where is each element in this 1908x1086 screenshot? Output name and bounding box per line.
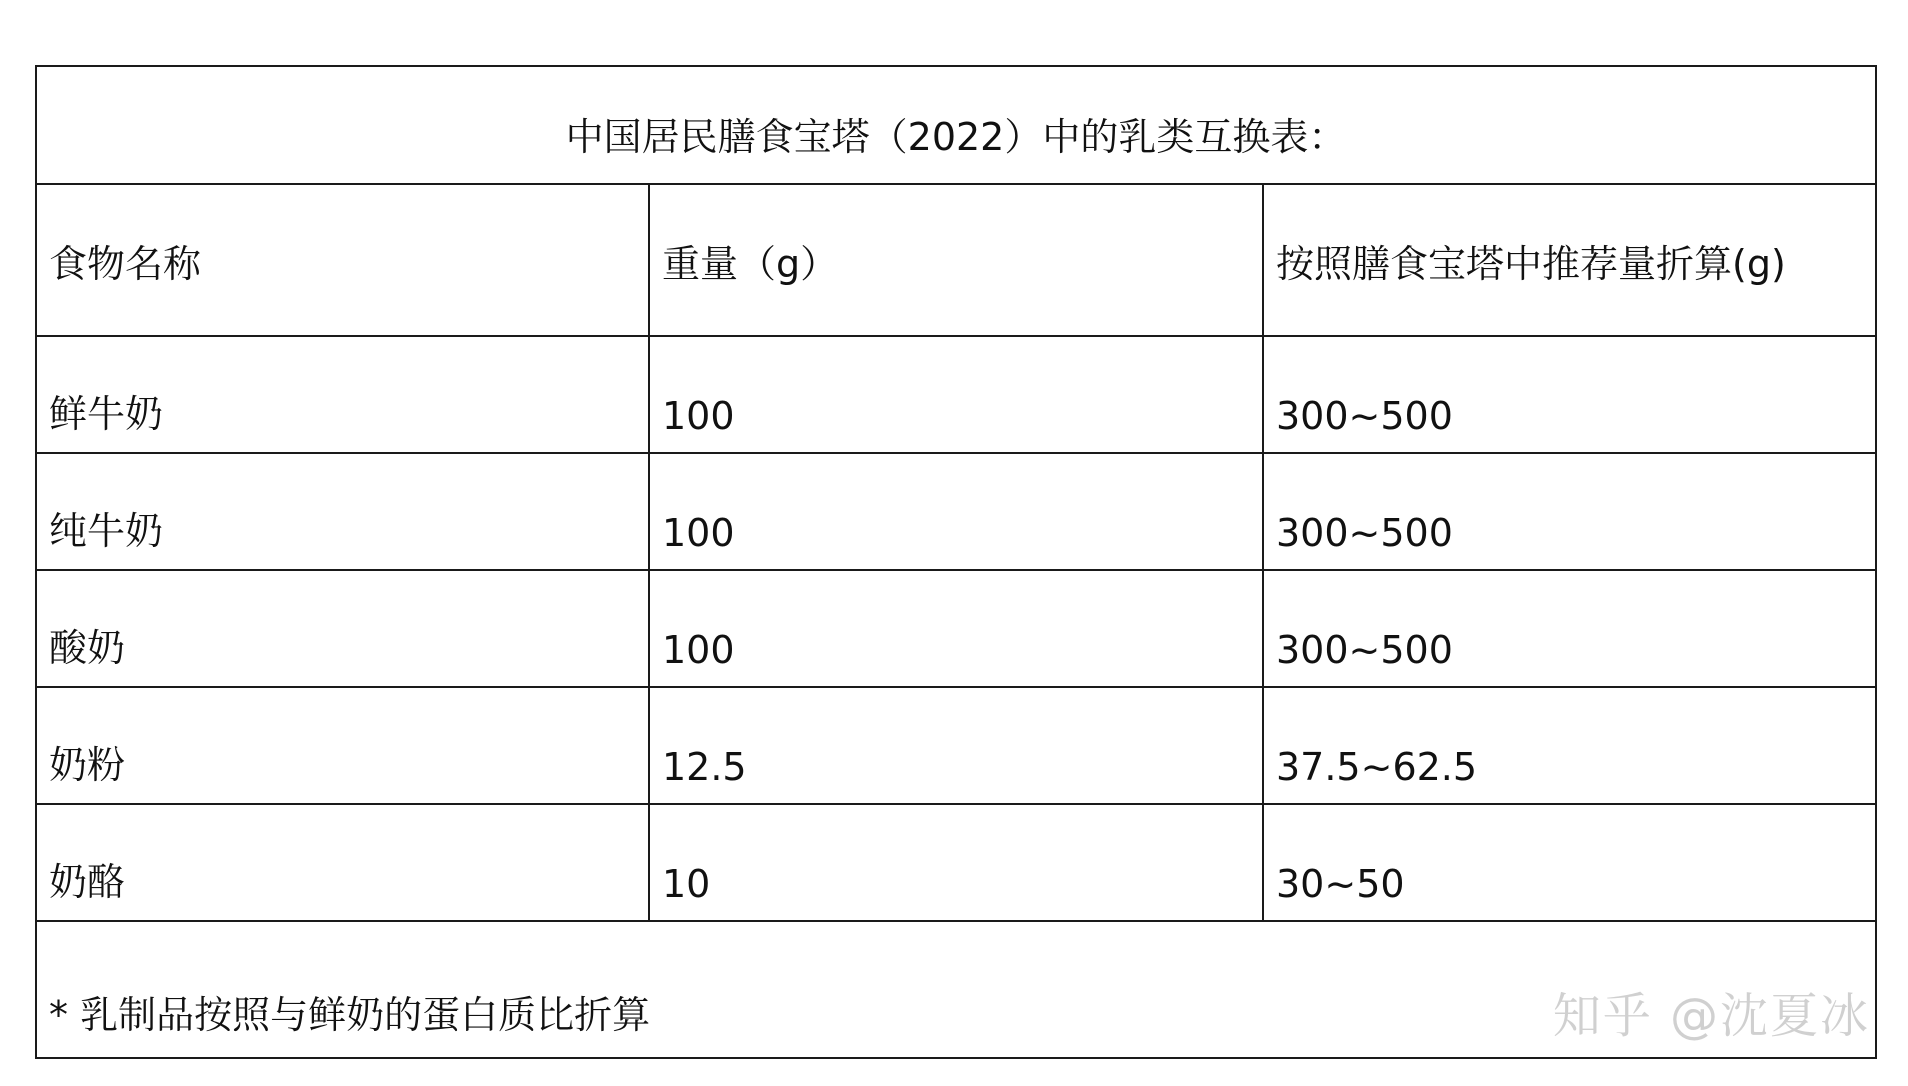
header-weight: [649, 184, 1263, 336]
cell-converted-text: 30~50: [1276, 862, 1405, 906]
cell-food-name-text: 奶酪: [49, 860, 126, 904]
cell-weight-text: 100: [662, 628, 735, 672]
cell-converted: [1263, 336, 1876, 453]
footnote-text: * 乳制品按照与鲜奶的蛋白质比折算: [49, 993, 651, 1037]
cell-converted-text: 300~500: [1276, 511, 1453, 555]
footnote-cell: [36, 921, 1876, 1058]
cell-weight: [649, 336, 1263, 453]
cell-weight: [649, 570, 1263, 687]
header-food-name: [36, 184, 649, 336]
cell-food-name-text: 酸奶: [49, 626, 126, 670]
cell-converted-text: 37.5~62.5: [1276, 745, 1478, 789]
cell-food-name: [36, 804, 649, 921]
cell-converted: [1263, 687, 1876, 804]
header-food-name-label: 食物名称: [49, 241, 202, 286]
cell-food-name: [36, 336, 649, 453]
cell-weight-text: 10: [662, 862, 711, 906]
cell-food-name: [36, 687, 649, 804]
cell-weight: [649, 453, 1263, 570]
table-header-row: [36, 184, 1876, 336]
table-title: 中国居民膳食宝塔（2022）中的乳类互换表：: [565, 114, 1347, 159]
table-row: [36, 453, 1876, 570]
cell-converted: [1263, 570, 1876, 687]
cell-converted-text: 300~500: [1276, 394, 1453, 438]
cell-converted: [1263, 804, 1876, 921]
cell-weight: [649, 687, 1263, 804]
cell-food-name-text: 奶粉: [49, 743, 126, 787]
cell-food-name-text: 纯牛奶: [49, 509, 164, 553]
watermark: 知乎 @沈夏冰: [1552, 988, 1870, 1044]
table-row: [36, 336, 1876, 453]
header-converted-label: 按照膳食宝塔中推荐量折算(g): [1276, 241, 1786, 286]
table-title-row: [36, 66, 1876, 184]
header-weight-label: 重量（g）: [662, 241, 839, 286]
cell-food-name: [36, 570, 649, 687]
table-row: [36, 804, 1876, 921]
dairy-exchange-table: [35, 65, 1877, 1059]
cell-weight: [649, 804, 1263, 921]
table-title-cell: [36, 66, 1876, 184]
table-row: [36, 570, 1876, 687]
cell-weight-text: 100: [662, 394, 735, 438]
cell-weight-text: 100: [662, 511, 735, 555]
table-footnote-row: [36, 921, 1876, 1058]
cell-converted: [1263, 453, 1876, 570]
table-row: [36, 687, 1876, 804]
cell-weight-text: 12.5: [662, 745, 747, 789]
cell-converted-text: 300~500: [1276, 628, 1453, 672]
cell-food-name-text: 鲜牛奶: [49, 392, 164, 436]
header-converted: [1263, 184, 1876, 336]
cell-food-name: [36, 453, 649, 570]
